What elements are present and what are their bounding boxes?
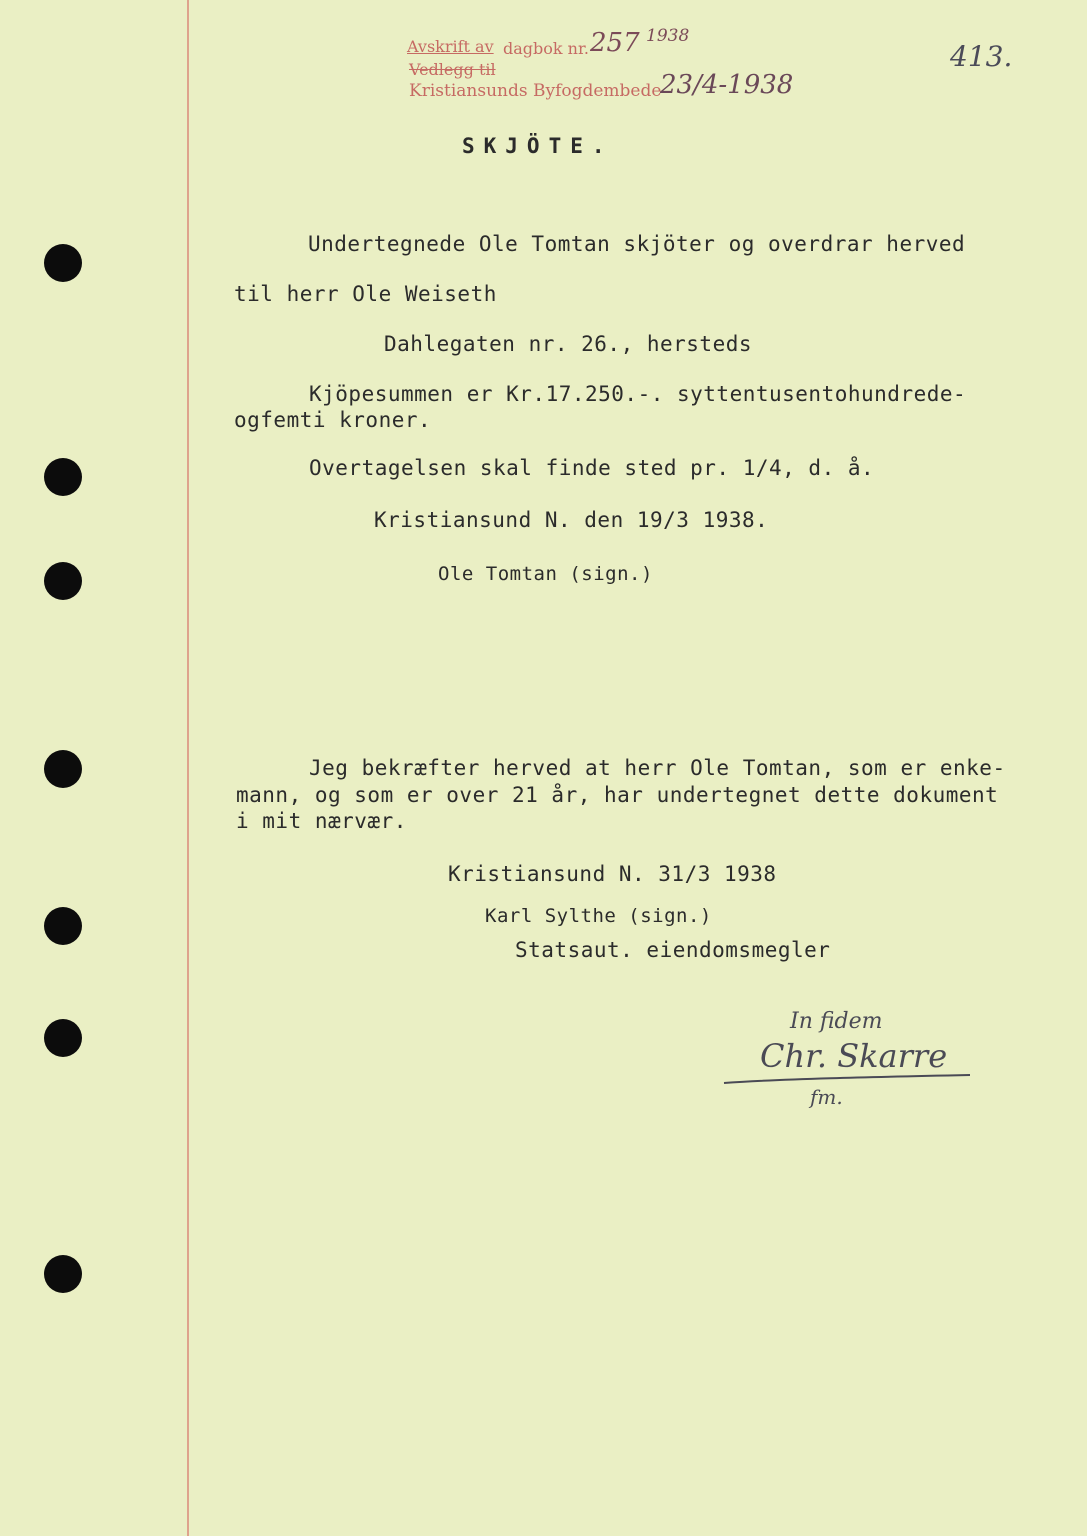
body-line: Undertegnede Ole Tomtan skjöter og overdrar herved	[308, 232, 966, 256]
signature-underline	[720, 1005, 980, 1125]
price-line: Kjöpesummen er Kr.17.250.-. syttentusentohundrede-	[309, 382, 967, 406]
punch-hole	[44, 562, 82, 600]
signature-line: In fidem	[790, 1009, 883, 1034]
signed-seller: Ole Tomtan (sign.)	[438, 563, 653, 585]
transfer-line: Overtagelsen skal finde sted pr. 1/4, d. å.	[309, 456, 875, 480]
stamp-avskrift: Avskrift av	[407, 37, 494, 56]
punch-hole	[44, 244, 82, 282]
punch-hole	[44, 750, 82, 788]
margin-line	[187, 0, 189, 1536]
signature-name: Chr. Skarre	[760, 1037, 948, 1075]
property-line: Dahlegaten nr. 26., hersteds	[384, 332, 753, 356]
price-line: ogfemti kroner.	[234, 408, 432, 432]
signature-line: fm.	[810, 1085, 843, 1109]
broker-title: Statsaut. eiendomsmegler	[515, 938, 831, 962]
stamp-vedlegg: Vedlegg til	[409, 60, 496, 79]
confirm-line: i mit nærvær.	[236, 809, 407, 833]
punch-hole	[44, 1255, 82, 1293]
signed-broker: Karl Sylthe (sign.)	[485, 905, 712, 927]
punch-hole	[44, 1019, 82, 1057]
body-line: til herr Ole Weiseth	[234, 282, 497, 306]
stamp-office: Kristiansunds Byfogdembede	[409, 81, 662, 101]
document-title: SKJÖTE.	[462, 134, 614, 158]
confirm-line: Jeg bekræfter herved at herr Ole Tomtan, som er enke-	[309, 756, 1006, 780]
handwritten-signature	[720, 1005, 980, 1125]
confirm-line: mann, og som er over 21 år, har undertegnet dette dokument	[236, 783, 999, 807]
punch-hole	[44, 907, 82, 945]
place-date: Kristiansund N. 31/3 1938	[448, 862, 777, 886]
stamp-year: 1938	[646, 26, 690, 46]
page-number: 413.	[950, 40, 1013, 73]
stamp-date: 23/4-1938	[660, 70, 794, 100]
punch-hole	[44, 458, 82, 496]
stamp-dagbok: dagbok nr.	[503, 39, 589, 58]
stamp-dagbok-number: 257	[590, 28, 640, 58]
place-date: Kristiansund N. den 19/3 1938.	[374, 508, 769, 532]
